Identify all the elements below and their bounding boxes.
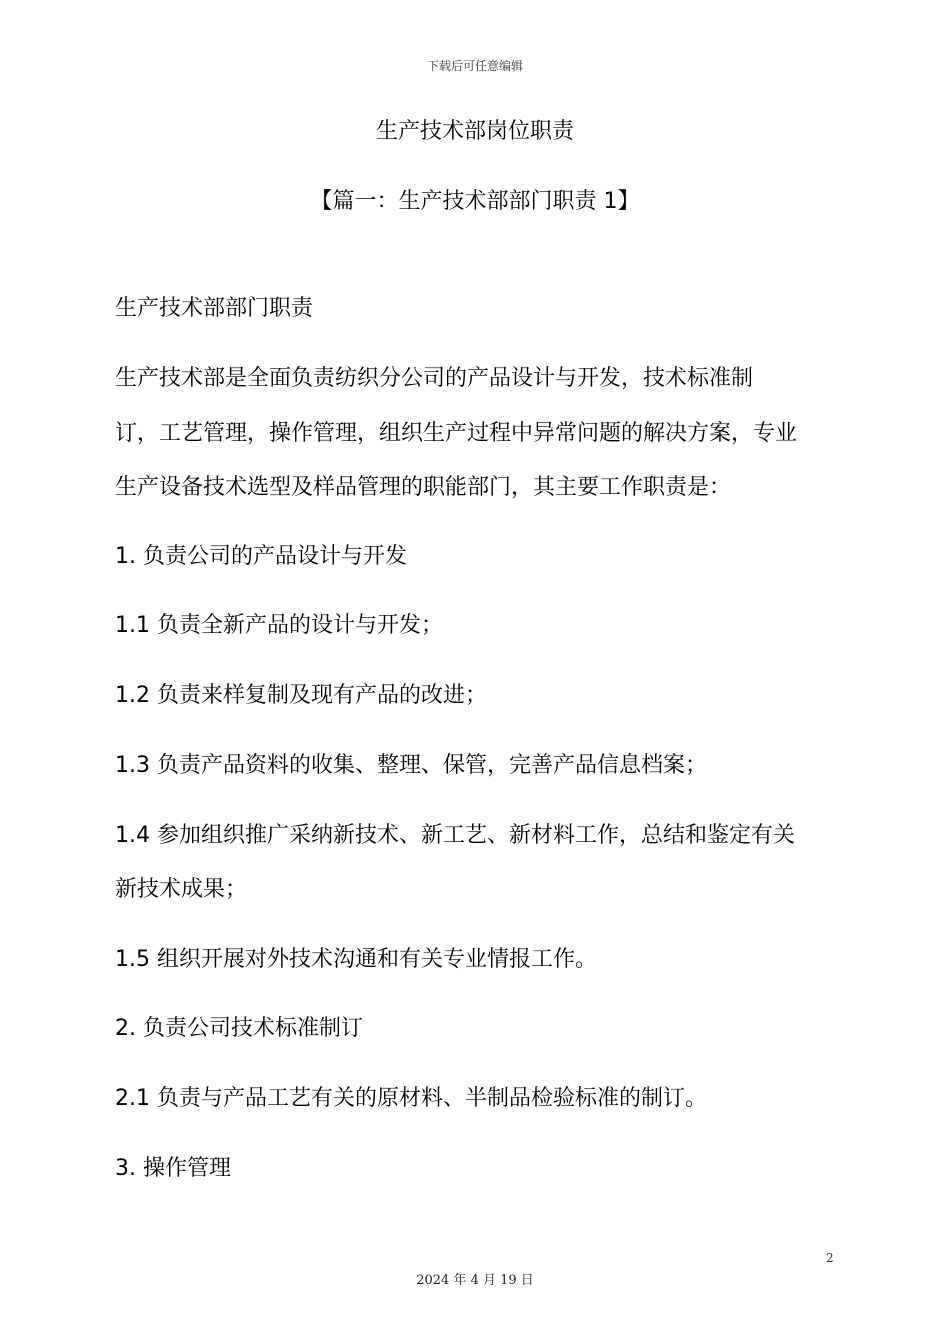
page-number: 2 [826,1251,834,1265]
list-item: 1.1 负责全新产品的设计与开发； [115,613,443,638]
list-item: 1.4 参加组织推广采纳新技术、新工艺、新材料工作，总结和鉴定有关 [115,823,795,848]
paragraph-line: 生产设备技术选型及样品管理的职能部门，其主要工作职责是： [115,475,732,500]
section-heading: 生产技术部部门职责 [115,296,314,321]
list-item: 2.1 负责与产品工艺有关的原材料、半制品检验标准的制订。 [115,1086,707,1111]
list-item: 1.2 负责来样复制及现有产品的改进； [115,683,487,708]
list-item: 2. 负责公司技术标准制订 [115,1016,363,1041]
list-item: 1.3 负责产品资料的收集、整理、保管，完善产品信息档案； [115,753,707,778]
list-item-continuation: 新技术成果； [115,877,248,902]
list-item: 1. 负责公司的产品设计与开发 [115,544,407,569]
list-item: 3. 操作管理 [115,1156,231,1181]
document-subtitle: 【篇一：生产技术部部门职责 1】 [310,189,640,214]
footer-date: 2024 年 4 月 19 日 [416,1273,534,1288]
header-note: 下载后可任意编辑 [426,59,523,73]
paragraph-line: 订，工艺管理，操作管理，组织生产过程中异常问题的解决方案，专业 [115,421,798,446]
list-item: 1.5 组织开展对外技术沟通和有关专业情报工作。 [115,947,597,972]
document-title: 生产技术部岗位职责 [375,119,574,144]
paragraph-line: 生产技术部是全面负责纺织分公司的产品设计与开发，技术标准制 [115,366,754,391]
